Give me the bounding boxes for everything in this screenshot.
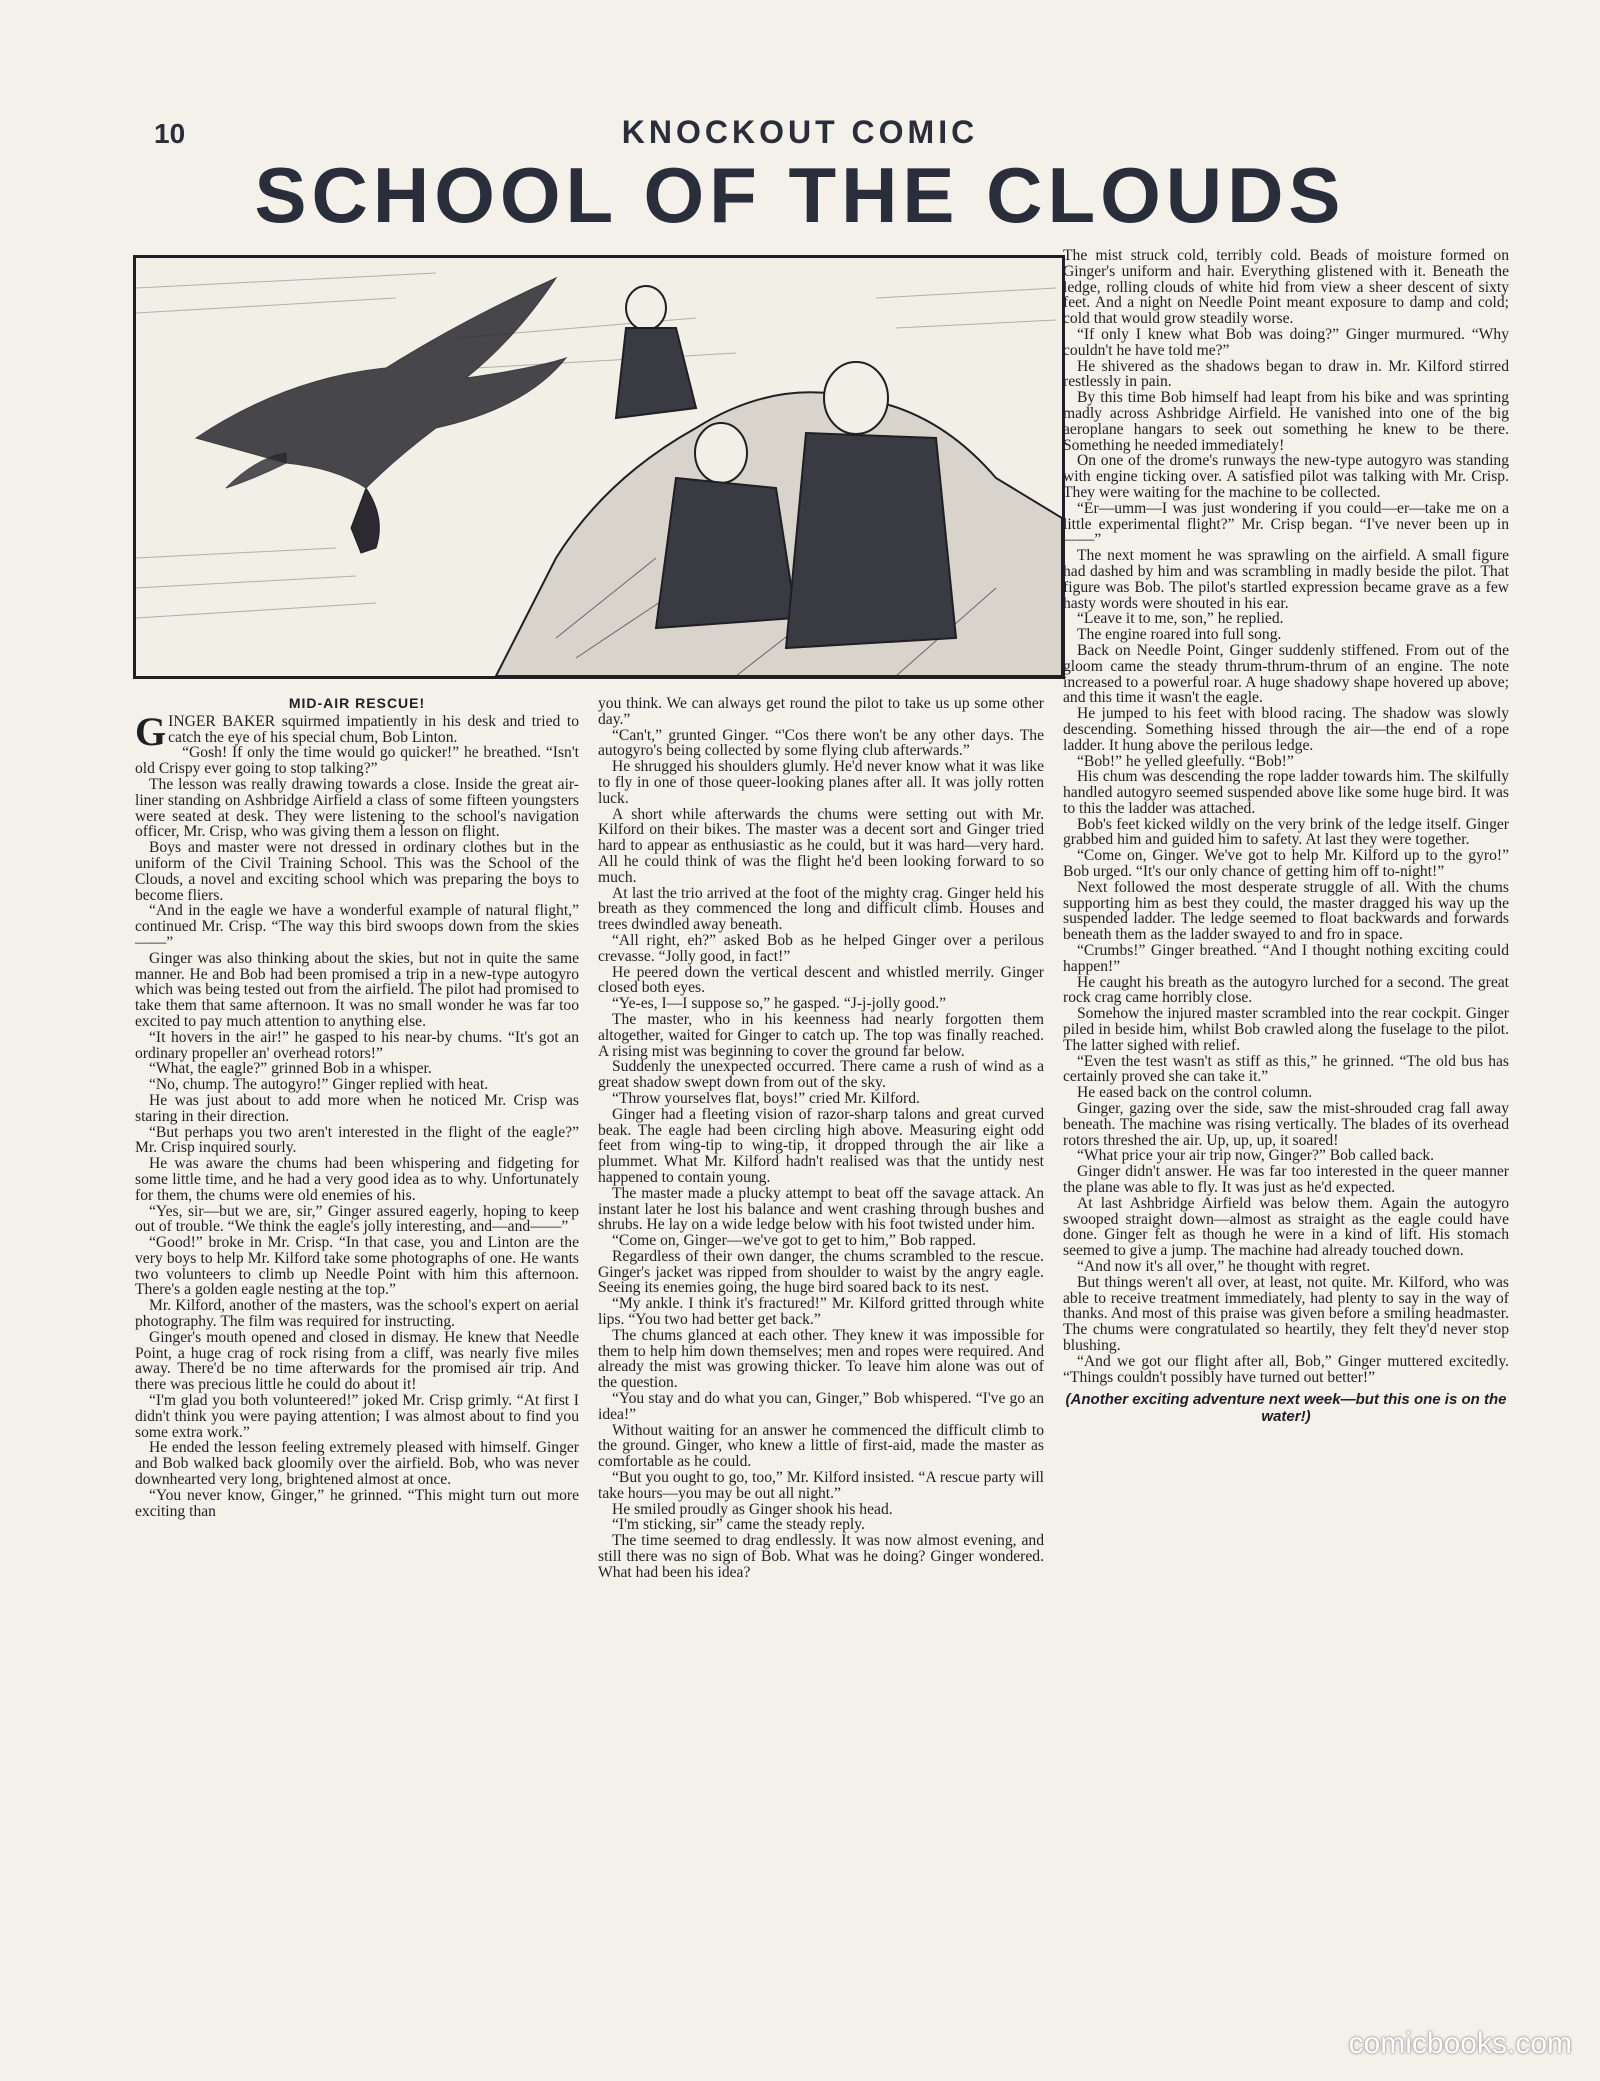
story-paragraph: “What, the eagle?” grinned Bob in a whisper.	[149, 1060, 432, 1078]
masthead: KNOCKOUT COMIC	[621, 114, 979, 150]
story-paragraph: “Ye-es, I—I suppose so,” he gasped. “J-j-jolly good.”	[612, 995, 947, 1013]
watermark: comicbooks.com	[1348, 2027, 1572, 2060]
eagle-figure	[196, 278, 566, 553]
story-paragraph: you think. We can always get round the pilot to take us up some other day.”	[598, 695, 1044, 728]
story-paragraph: Ginger's mouth opened and closed in dismay. He knew that Needle Point, a huge crag of rock rising from a cliff, was nearly five miles away. There'd be no time afterwards for the promised air trip. And there was precious little he could do about it!	[135, 1328, 579, 1394]
story-paragraph: Ginger had a fleeting vision of razor-sharp talons and great curved beak. The eagle had been circling high above. Measuring eight odd feet from wing-tip to wing-tip, it dropped through the air like a plummet. What Mr. Kilford hadn't realised was that the untidy nest happened to contain young.	[598, 1105, 1044, 1186]
story-paragraph: The master made a plucky attempt to beat off the savage attack. An instant later he lost his balance and went crashing through bushes and shrubs. He lay on a wide ledge below with his foot twisted under him.	[598, 1184, 1044, 1234]
story-paragraph: Ginger was also thinking about the skies, but not in quite the same manner. He and Bob had been promised a trip in a new-type autogyro which was being tested out from the airfield. The pilot had promised to take them that same afternoon. It was no small wonder he was far too excited to pay much attention to anything else.	[135, 949, 579, 1030]
story-paragraph: “I'm sticking, sir” came the steady reply.	[612, 1516, 865, 1534]
story-paragraph: “Gosh! If only the time would go quicker!” he breathed. “Isn't old Crispy ever going to stop talking?”	[135, 744, 579, 778]
story-paragraph: The time seemed to drag endlessly. It was now almost evening, and still there was no sign of Bob. What was he doing? Ginger wondered. What had been his idea?	[598, 1532, 1044, 1581]
story-paragraph: Bob's feet kicked wildly on the very brink of the ledge itself. Ginger grabbed him and guided him to safety. At last they were together.	[1063, 815, 1509, 849]
story-paragraph: “It hovers in the air!” he gasped to his near-by chums. “It's got an ordinary propeller an' overhead rotors!”	[135, 1028, 579, 1062]
story-paragraph: The lesson was really drawing towards a close. Inside the great air-liner standing on Ashbridge Airfield a class of some fifteen youngsters were seated at desk. They were listening to the school's navigation officer, Mr. Crisp, who was giving them a lesson on flight.	[135, 775, 579, 841]
story-paragraph: Boys and master were not dressed in ordinary clothes but in the uniform of the Civil Training School. This was the School of the Clouds, a novel and exciting school which was preparing the boys to become fliers.	[135, 839, 579, 904]
illustration-drawing	[136, 258, 1062, 676]
story-paragraph: By this time Bob himself had leapt from his bike and was sprinting madly across Ashbridge Airfield. He vanished into one of the big aeroplane hangars to seek out something he knew to be there. Something he needed immediately!	[1063, 389, 1509, 454]
story-paragraph: “But you ought to go, too,” Mr. Kilford insisted. “A rescue party will take hours—you may be out all night.”	[598, 1469, 1044, 1502]
story-paragraph: He was aware the chums had been whispering and fidgeting for some little time, and he had a very good idea as to why. Unfortunately for them, the chums were old enemies of his.	[135, 1155, 579, 1204]
story-paragraph: He jumped to his feet with blood racing. The shadow was slowly descending. Something hissed through the air—the end of a rope ladder. It hung above the perilous ledge.	[1063, 705, 1509, 754]
story-paragraph: Ginger didn't answer. He was far too interested in the queer manner the plane was able to fly. It was just as he'd expected.	[1063, 1163, 1509, 1197]
story-paragraph: At last Ashbridge Airfield was below them. Again the autogyro swooped straight down—almost as straight as the eagle could have done. Ginger felt as though he were in a kind of lift. His stomach seemed to give a jump. The machine had already touched down.	[1063, 1194, 1509, 1260]
story-paragraph: “Throw yourselves flat, boys!” cried Mr. Kilford.	[612, 1089, 920, 1107]
story-paragraph: “And in the eagle we have a wonderful example of natural flight,” continued Mr. Crisp. “The way this bird swoops down from the skies——”	[135, 902, 579, 951]
story-paragraph: The engine roared into full song.	[1077, 626, 1282, 644]
story-column-3	[1063, 248, 1509, 1425]
story-paragraph: Next followed the most desperate struggle of all. With the chums supporting him as best they could, the master dragged his way up the suspended ladder. The ledge seemed to float backwards and forwards beneath them as the ladder swayed to and fro in space.	[1063, 878, 1509, 944]
story-paragraph: “Come on, Ginger. We've got to help Mr. Kilford up to the gyro!” Bob urged. “It's our only chance of getting him off to-night!”	[1063, 847, 1509, 881]
section-heading: MID-AIR RESCUE!	[288, 695, 426, 711]
story-paragraph: He shivered as the shadows began to draw in. Mr. Kilford stirred restlessly in pain.	[1063, 357, 1509, 391]
page-number: 10	[154, 118, 186, 149]
story-paragraph: “My ankle. I think it's fractured!” Mr. Kilford gritted through white lips. “You two had better get back.”	[598, 1295, 1044, 1329]
story-paragraph: He eased back on the control column.	[1077, 1084, 1313, 1102]
story-paragraph: He shrugged his shoulders glumly. He'd never know what it was like to fly in one of those queer-looking planes after all. It was jolly rotten luck.	[598, 758, 1044, 807]
story-paragraph: Somehow the injured master scrambled into the rear cockpit. Ginger piled in beside him, whilst Bob crawled along the fuselage to the pilot. The latter sighed with relief.	[1063, 1005, 1509, 1054]
story-paragraph: “Can't,” grunted Ginger. “'Cos there won't be any other days. The autogyro's being collected by some flying club afterwards.”	[598, 726, 1044, 760]
story-paragraph: His chum was descending the rope ladder towards him. The skilfully handled autogyro seemed suspended above like some huge bird. It was to this the ladder was attached.	[1063, 768, 1509, 817]
drop-cap: G	[135, 708, 167, 754]
story-paragraph: “And we got our flight after all, Bob,” Ginger muttered excitedly. “Things couldn't possibly have turned out better!”	[1063, 1352, 1509, 1386]
story-paragraph: “Good!” broke in Mr. Crisp. “In that case, you and Linton are the very boys to help Mr. Kilford take some photographs of one. He wants two volunteers to climb up Needle Point with him this afternoon. There's a golden eagle nesting at the top.”	[135, 1234, 579, 1299]
story-paragraph: Without waiting for an answer he commenced the difficult climb to the ground. Ginger, who knew a little of first-aid, made the master as comfortable as he could.	[598, 1421, 1044, 1471]
eagle-attack-illustration	[133, 255, 1065, 679]
story-paragraph: Mr. Kilford, another of the masters, was the school's expert on aerial photography. The film was required for instructing.	[135, 1297, 579, 1331]
story-paragraph: He ended the lesson feeling extremely pleased with himself. Ginger and Bob walked back gloomily over the airfield. Bob, who was never downhearted very long, brightened almost at once.	[135, 1439, 579, 1489]
story-paragraph: Back on Needle Point, Ginger suddenly stiffened. From out of the gloom came the steady thrum-thrum-thrum of an engine. The note increased to a powerful roar. A huge shadowy shape hovered up above; and this time it wasn't the eagle.	[1063, 641, 1509, 707]
story-paragraph: “Come on, Ginger—we've got to get to him,” Bob rapped.	[612, 1232, 976, 1250]
story-paragraph: “No, chump. The autogyro!” Ginger replied with heat.	[149, 1076, 489, 1094]
story-paragraph: The chums glanced at each other. They knew it was impossible for them to help him down themselves; men and ropes were required. And already the mist was growing thicker. To leave him alone was out of the question.	[598, 1326, 1044, 1392]
story-paragraph: The mist struck cold, terribly cold. Beads of moisture formed on Ginger's uniform and hair. Everything glistened with it. Beneath the ledge, rolling clouds of white hid from view a sheer descent of sixty feet. And a night on Needle Point meant exposure to damp and cold; cold that would grow steadily worse.	[1063, 247, 1509, 328]
story-paragraph: The master, who in his keenness had nearly forgotten them altogether, waited for Ginger to catch up. The top was finally reached. A rising mist was beginning to cover the ground far below.	[598, 1010, 1044, 1060]
story-paragraph: “Er—umm—I was just wondering if you could—er—take me on a little experimental flight?” Mr. Crisp began. “I've never been up in——”	[1063, 499, 1509, 549]
story-title: SCHOOL OF THE CLOUDS	[254, 151, 1346, 239]
story-paragraph: GINGER BAKER squirmed impatiently in his desk and tried to catch the eye of his special chum, Bob Linton.	[135, 708, 579, 754]
story-paragraph: The next moment he was sprawling on the airfield. A small figure had dashed by him and was scrambling in madly beside the pilot. That figure was Bob. The pilot's startled expression became grave as a few hasty words were shouted in his ear.	[1063, 547, 1509, 612]
story-paragraph: He caught his breath as the autogyro lurched for a second. The great rock crag came horribly close.	[1063, 973, 1509, 1007]
story-paragraph: “Even the test wasn't as stiff as this,” he grinned. “The old bus has certainly proved she can take it.”	[1063, 1052, 1509, 1086]
story-paragraph: On one of the drome's runways the new-type autogyro was standing with engine ticking over. A satisfied pilot was talking with Mr. Crisp. They were waiting for the machine to be collected.	[1063, 452, 1509, 501]
story-paragraph: “Leave it to me, son,” he replied.	[1077, 610, 1284, 628]
story-paragraph: “Crumbs!” Ginger breathed. “And I thought nothing exciting could happen!”	[1063, 942, 1509, 975]
story-column-2	[598, 696, 1044, 1581]
story-paragraph: A short while afterwards the chums were setting out with Mr. Kilford on their bikes. The master was a decent sort and Ginger tried hard to appear as enthusiastic as he could, but it was hard—very hard. All he could think of was the flight he'd been looking forward to so much.	[598, 805, 1044, 886]
story-paragraph: “Bob!” he yelled gleefully. “Bob!”	[1077, 752, 1294, 770]
story-paragraph: “And now it's all over,” he thought with regret.	[1077, 1258, 1371, 1275]
story-paragraph: But things weren't all over, at least, not quite. Mr. Kilford, who was able to receive treatment immediately, had plenty to say in the way of thanks. And most of this praise was given before a smiling headmaster. The chums were congratulated so heartily, they felt they'd never stop blushing.	[1063, 1273, 1509, 1354]
story-paragraph: He smiled proudly as Ginger shook his head.	[612, 1500, 893, 1518]
story-paragraph: “You never know, Ginger,” he grinned. “This might turn out more exciting than	[135, 1486, 579, 1520]
story-paragraph: “But perhaps you two aren't interested in the flight of the eagle?” Mr. Crisp inquired sourly.	[135, 1123, 579, 1157]
story-paragraph: “All right, eh?” asked Bob as he helped Ginger over a perilous crevasse. “Jolly good, in fact!”	[598, 931, 1044, 965]
story-paragraph: At last the trio arrived at the foot of the mighty crag. Ginger held his breath as they commenced the long and difficult climb. Houses and trees dwindled away beneath.	[598, 884, 1044, 934]
story-paragraph: “You stay and do what you can, Ginger,” Bob whispered. “I've go an idea!”	[598, 1390, 1044, 1423]
story-paragraph: “I'm glad you both volunteered!” joked Mr. Crisp grimly. “At first I didn't think you were paying attention; I was almost about to find you some extra work.”	[135, 1392, 579, 1441]
story-paragraph: Ginger, gazing over the side, saw the mist-shrouded crag fall away beneath. The machine was rising vertically. The blades of its overhead rotors threshed the air. Up, up, up, it soared!	[1063, 1100, 1509, 1149]
next-week-teaser: (Another exciting adventure next week—but this one is on the water!)	[1065, 1391, 1507, 1426]
story-paragraph: “If only I knew what Bob was doing?” Ginger murmured. “Why couldn't he have told me?”	[1063, 325, 1509, 359]
story-paragraph: “Yes, sir—but we are, sir,” Ginger assured eagerly, hoping to keep out of trouble. “We think the eagle's jolly interesting, and—and——”	[135, 1202, 579, 1236]
story-paragraph: He was just about to add more when he noticed Mr. Crisp was staring in their direction.	[135, 1091, 579, 1125]
story-column-1	[135, 696, 579, 1519]
story-paragraph: Suddenly the unexpected occurred. There came a rush of wind as a great shadow swept down from out of the sky.	[598, 1058, 1044, 1092]
story-paragraph: Regardless of their own danger, the chums scrambled to the rescue. Ginger's jacket was ripped from shoulder to waist by the angry eagle. Seeing its enemies going, the huge bird soared back to its nest.	[598, 1247, 1044, 1297]
story-paragraph: He peered down the vertical descent and whistled merrily. Ginger closed both eyes.	[598, 963, 1044, 997]
story-paragraph: “What price your air trip now, Ginger?” Bob called back.	[1077, 1147, 1435, 1165]
